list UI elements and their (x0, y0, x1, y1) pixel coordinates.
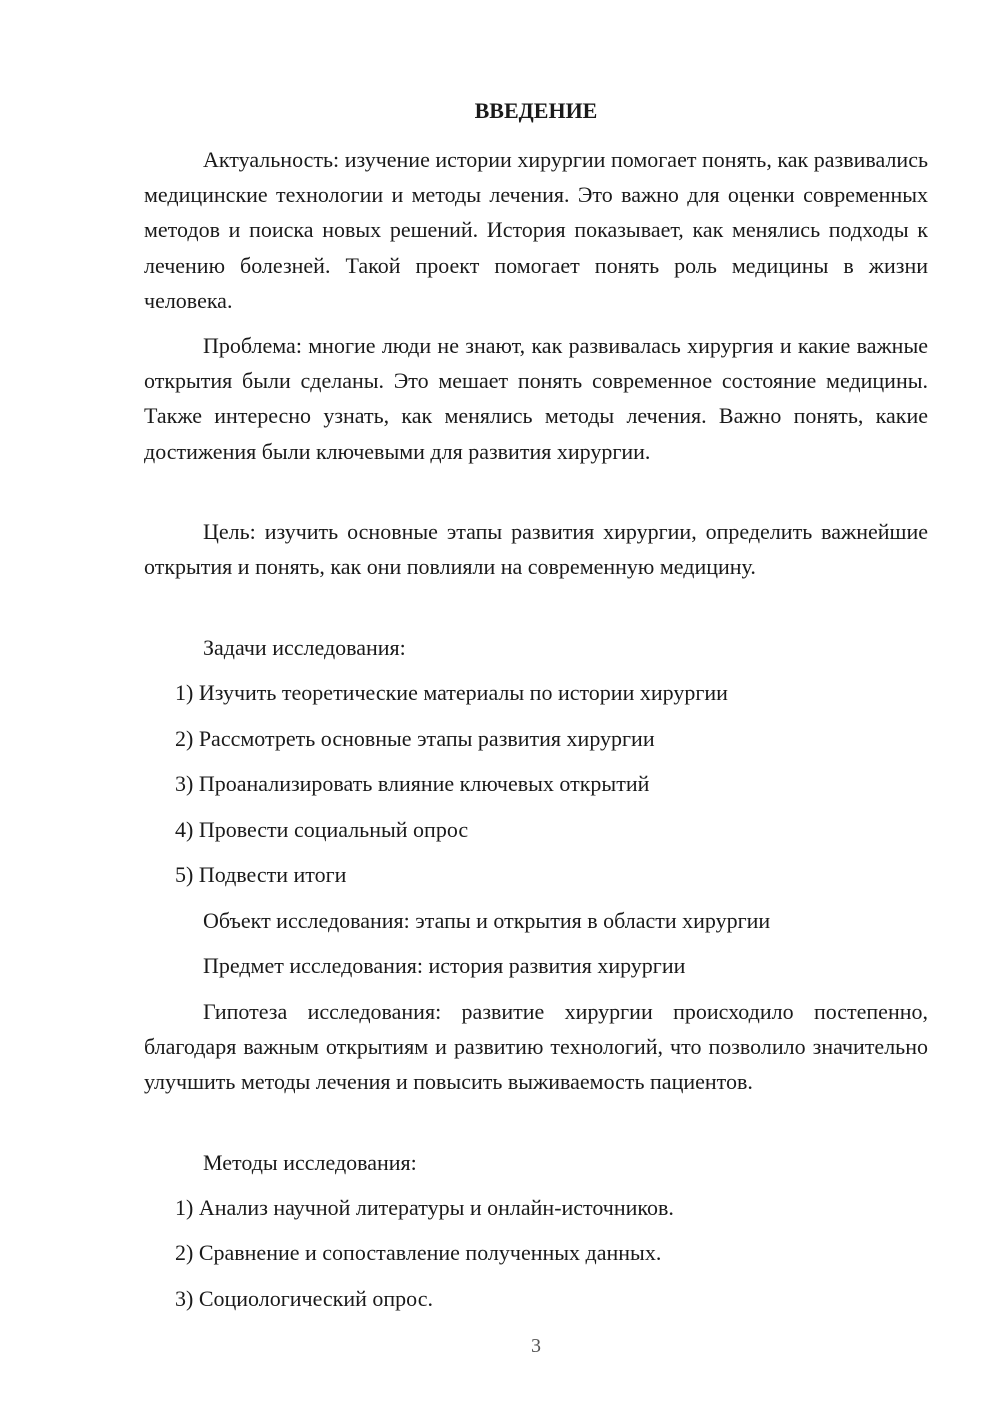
page-title: ВВЕДЕНИЕ (474, 98, 598, 123)
tasks-heading: Задачи исследования: (203, 635, 406, 660)
task-item: 4) Провести социальный опрос (175, 817, 469, 842)
task-item: 3) Проанализировать влияние ключевых открытий (175, 771, 650, 796)
page-number: 3 (531, 1335, 541, 1357)
relevance-paragraph: Актуальность: изучение истории хирургии помогает понять, как развивались медицинские технологии и методы лечения. Это важно для оценки современных методов и поиска новых решений. История показывает, как менялись подходы к лечению болезней. Такой проект помогает понять роль медицины в жизни человека. (144, 147, 928, 313)
object-line: Объект исследования: этапы и открытия в области хирургии (203, 908, 771, 933)
method-item: 2) Сравнение и сопоставление полученных данных. (175, 1240, 662, 1265)
method-item: 1) Анализ научной литературы и онлайн-источников. (175, 1195, 674, 1220)
goal-paragraph: Цель: изучить основные этапы развития хирургии, определить важнейшие открытия и понять, как они повлияли на современную медицину. (144, 519, 928, 580)
methods-heading: Методы исследования: (203, 1150, 417, 1175)
subject-line: Предмет исследования: история развития хирургии (203, 953, 686, 978)
problem-paragraph: Проблема: многие люди не знают, как развивалась хирургия и какие важные открытия были сделаны. Это мешает понять современное состояние медицины. Также интересно узнать, как менялись методы лечения. Важно понять, какие достижения были ключевыми для развития хирургии. (144, 333, 928, 464)
method-item: 3) Социологический опрос. (175, 1286, 433, 1311)
task-item: 1) Изучить теоретические материалы по истории хирургии (175, 680, 728, 705)
hypothesis-paragraph: Гипотеза исследования: развитие хирургии происходило постепенно, благодаря важным открытиям и развитию технологий, что позволило значительно улучшить методы лечения и повысить выживаемость пациентов. (144, 999, 928, 1095)
task-item: 2) Рассмотреть основные этапы развития хирургии (175, 726, 655, 751)
task-item: 5) Подвести итоги (175, 862, 347, 887)
